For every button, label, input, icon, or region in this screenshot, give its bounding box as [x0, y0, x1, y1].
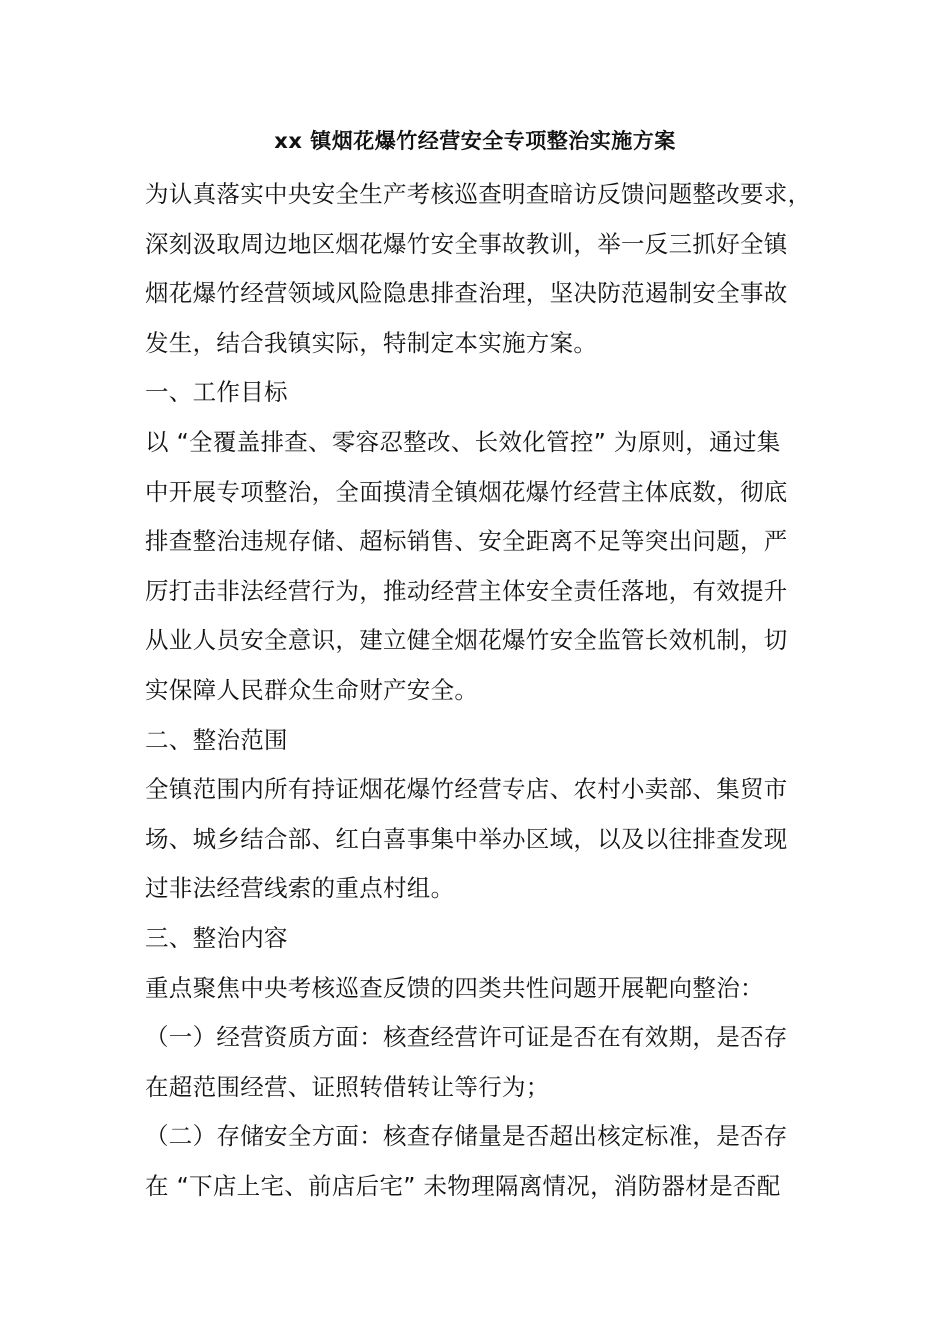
- text-line: （二）存储安全方面：核查存储量是否超出核定标准，是否存: [145, 1122, 788, 1151]
- text-line: 实保障人民群众生命财产安全。: [145, 675, 479, 704]
- section-heading: 二、整治范围: [145, 725, 288, 754]
- text-line: 烟花爆竹经营领域风险隐患排查治理，坚决防范遏制安全事故: [145, 279, 788, 308]
- section-heading: 三、整治内容: [145, 923, 288, 952]
- section-heading: 一、工作目标: [145, 378, 288, 407]
- text-line: 厉打击非法经营行为，推动经营主体安全责任落地，有效提升: [145, 576, 788, 605]
- document-body: [145, 170, 815, 1211]
- text-line: 排查整治违规存储、超标销售、安全距离不足等突出问题，严: [145, 527, 788, 556]
- text-line: 以 “全覆盖排查、零容忍整改、长效化管控” 为原则，通过集: [145, 427, 781, 456]
- text-line: 全镇范围内所有持证烟花爆竹经营专店、农村小卖部、集贸市: [145, 775, 788, 804]
- text-line: 发生，结合我镇实际，特制定本实施方案。: [145, 328, 598, 357]
- text-line: 重点聚焦中央考核巡查反馈的四类共性问题开展靶向整治：: [145, 973, 764, 1002]
- text-line: 深刻汲取周边地区烟花爆竹安全事故教训，举一反三抓好全镇: [145, 229, 788, 258]
- document-title: xx 镇烟花爆竹经营安全专项整治实施方案: [274, 129, 676, 153]
- text-line: 在 “下店上宅、前店后宅” 未物理隔离情况，消防器材是否配: [145, 1171, 781, 1200]
- text-line: 场、城乡结合部、红白喜事集中举办区域，以及以往排查发现: [145, 824, 788, 853]
- text-line: 在超范围经营、证照转借转让等行为；: [145, 1072, 550, 1101]
- text-line: 从业人员安全意识，建立健全烟花爆竹安全监管长效机制，切: [145, 626, 788, 655]
- text-line: 为认真落实中央安全生产考核巡查明查暗访反馈问题整改要求，: [145, 180, 812, 208]
- text-line: 过非法经营线索的重点村组。: [145, 874, 455, 903]
- text-line: （一）经营资质方面：核查经营许可证是否在有效期，是否存: [145, 1023, 788, 1052]
- text-line: 中开展专项整治，全面摸清全镇烟花爆竹经营主体底数，彻底: [145, 477, 788, 506]
